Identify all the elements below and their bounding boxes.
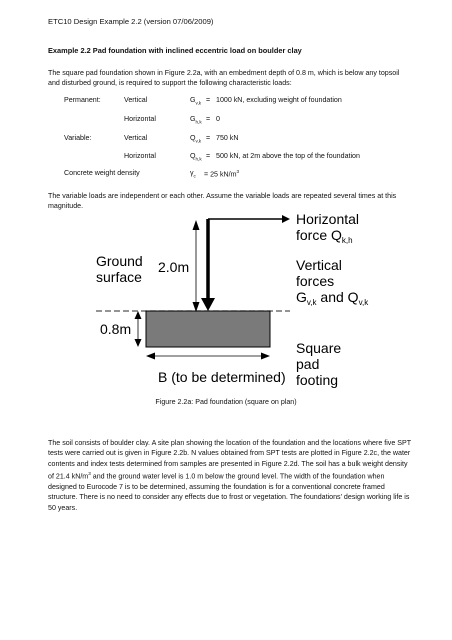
height-dimension-top-head xyxy=(193,220,200,230)
vertical-forces-label-2: forces xyxy=(296,273,335,289)
permanent-horizontal-label: Horizontal xyxy=(124,115,156,123)
qvk-equals: = xyxy=(206,134,211,142)
width-label: B (to be determined) xyxy=(158,369,286,385)
vertical-force-arrowhead xyxy=(201,298,215,311)
ghk-symbol: $G_{h,k}$ xyxy=(190,115,202,125)
qvk-symbol: $Q_{v,k}$ xyxy=(190,134,202,144)
figure-caption: Figure 2.2a: Pad foundation (square on plan) xyxy=(155,398,297,406)
gamma-symbol: $\gamma_c$ xyxy=(190,169,196,179)
ground-surface-label-1: Ground xyxy=(96,253,143,269)
variable-horizontal-label: Horizontal xyxy=(124,152,156,160)
concrete-density-label: Concrete weight density xyxy=(64,169,140,177)
horizontal-force-label-2: force $Q_{k,h}$ xyxy=(296,227,353,245)
square-pad-label-1: Square xyxy=(296,340,342,356)
gamma-value: = 25 $kN/m^3$ xyxy=(204,169,240,179)
ghk-value: 0 xyxy=(216,115,220,123)
qhk-symbol: $Q_{h,k}$ xyxy=(190,152,202,162)
permanent-label: Permanent: xyxy=(64,96,101,104)
width-dimension-left-head xyxy=(146,353,155,360)
depth-dimension-top-head xyxy=(135,311,142,319)
permanent-vertical-label: Vertical xyxy=(124,96,148,104)
square-pad-label-3: footing xyxy=(296,372,339,388)
soil-description-paragraph: The soil consists of boulder clay. A site plan showing the location of the foundation and the locations where five SPT tests were carried out is given in Figure 2.2b. N values obtained from SPT tests are plotted in Figure 2.2c, the water contents and index tests determined from samples are presented in Figure 2.2d. The soil has a bulk weight density of 21.4 $kN/m^3$ and the ground water level is 1.0 m below the ground level. The width of the foundation when designed to Eurocode 7 is to be determined, assuming the foundation is for a conventional concrete framed structure. There is no need to consider any effects due to frost or vegetation. The foundations' design working life is 50 years. xyxy=(48,439,411,512)
qhk-equals: = xyxy=(206,152,211,160)
assumption-paragraph: The variable loads are independent or each other. Assume the variable loads are repeated several times at this magnitude. xyxy=(48,192,397,211)
depth-label: 0.8m xyxy=(100,321,132,337)
gvk-value: 1000 kN, excluding weight of foundation xyxy=(216,96,342,104)
gvk-symbol: $G_{v,k}$ xyxy=(190,96,202,106)
depth-dimension-bottom-head xyxy=(135,339,142,347)
intro-paragraph: The square pad foundation shown in Figure 2.2a, with an embedment depth of 0.8 m, which is below any topsoil and disturbed ground, is required to support the following characteristic loads: xyxy=(48,69,400,88)
width-dimension-right-head xyxy=(261,353,270,360)
qvk-value: 750 kN xyxy=(216,134,239,142)
qhk-value: 500 kN, at 2m above the top of the foundation xyxy=(216,152,360,160)
square-pad-label-2: pad xyxy=(296,356,320,372)
square-pad-footing xyxy=(146,311,270,347)
ghk-equals: = xyxy=(206,115,211,123)
height-label: 2.0m xyxy=(158,259,190,275)
example-title: Example 2.2 Pad foundation with inclined eccentric load on boulder clay xyxy=(48,46,302,55)
vertical-forces-label-3: $G_{v,k}$ and $Q_{v,k}$ xyxy=(296,289,369,307)
horizontal-force-label-1: Horizontal xyxy=(296,211,360,227)
page-header: ETC10 Design Example 2.2 (version 07/06/2009) xyxy=(48,17,214,26)
gvk-equals: = xyxy=(206,96,211,104)
variable-vertical-label: Vertical xyxy=(124,134,148,142)
variable-label: Variable: xyxy=(64,134,92,142)
vertical-forces-label-1: Vertical xyxy=(296,257,342,273)
ground-surface-label-2: surface xyxy=(96,269,142,285)
